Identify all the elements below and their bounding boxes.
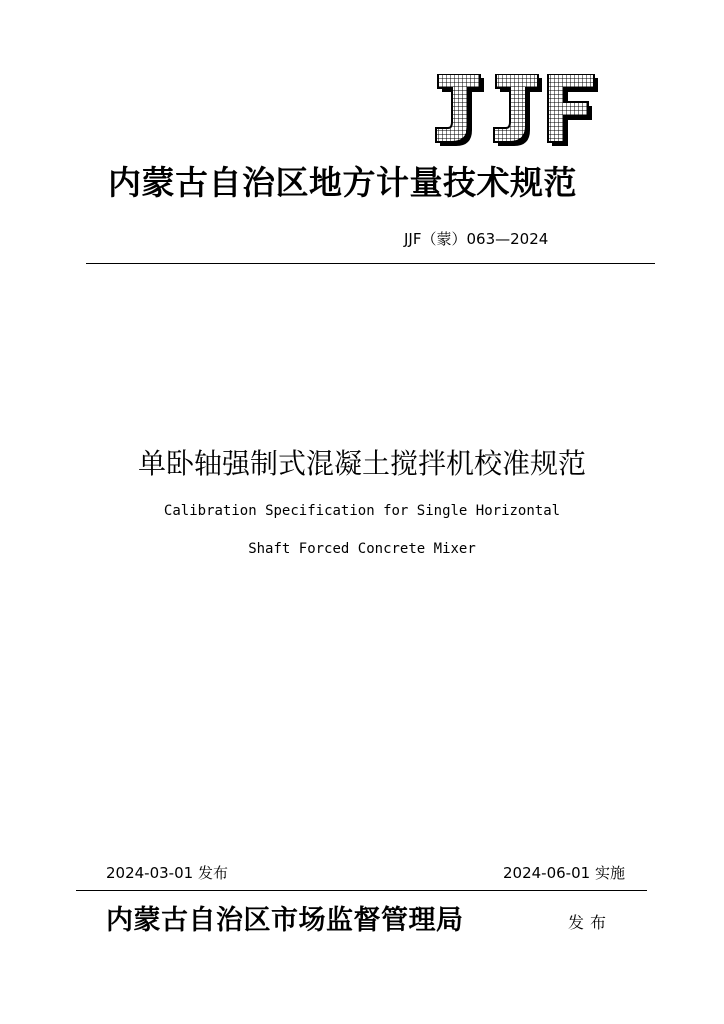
jjf-logo [430, 74, 602, 150]
issuing-authority-suffix: 发布 [568, 913, 613, 932]
document-code: JJF（蒙）063—2024 [404, 230, 549, 248]
bottom-divider [76, 890, 647, 891]
issuing-authority: 内蒙古自治区市场监督管理局 [106, 905, 464, 936]
top-divider [86, 263, 655, 264]
bureau-title: 内蒙古自治区地方计量技术规范 [108, 163, 577, 202]
specification-title-cn: 单卧轴强制式混凝土搅拌机校准规范 [137, 447, 586, 480]
implementation-date: 2024-06-01 实施 [503, 864, 625, 882]
specification-title-en-line1: Calibration Specification for Single Horizontal [163, 503, 561, 519]
issue-date: 2024-03-01 发布 [106, 864, 228, 882]
specification-title-en-line2: Shaft Forced Concrete Mixer [248, 541, 476, 557]
